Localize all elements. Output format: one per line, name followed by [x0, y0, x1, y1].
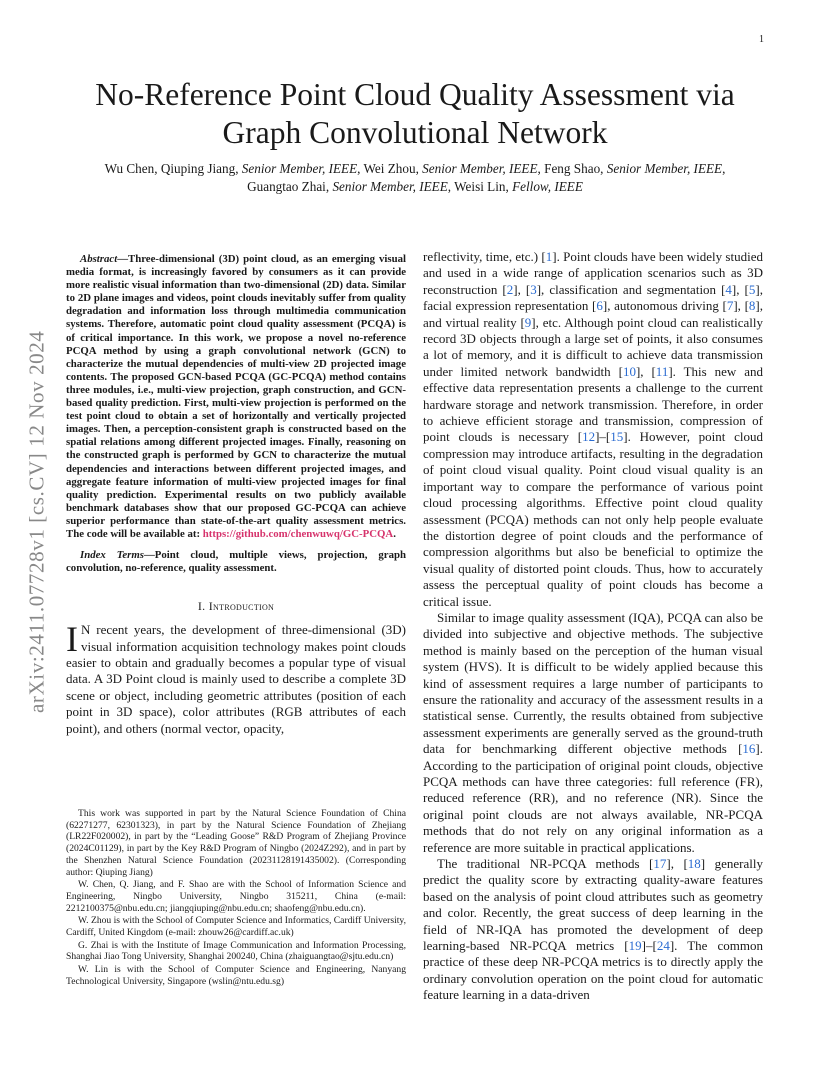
- author-role: Senior Member, IEEE: [241, 161, 358, 176]
- page-number: 1: [759, 34, 764, 45]
- citation[interactable]: [12]: [577, 429, 600, 445]
- citation[interactable]: [7]: [722, 298, 738, 314]
- citation[interactable]: [19]: [624, 938, 646, 954]
- section-heading: I. Introduction: [197, 599, 275, 614]
- author-role: Senior Member, IEEE: [332, 179, 448, 194]
- citation[interactable]: [10]: [618, 363, 641, 379]
- author: Wei Zhou, Senior Member, IEEE: [363, 161, 538, 176]
- author: Guangtao Zhai, Senior Member, IEEE: [247, 179, 448, 194]
- citation[interactable]: [9]: [520, 314, 536, 330]
- code-link[interactable]: https://github.com/chenwuwq/GC-PCQA: [202, 527, 394, 540]
- footnote: This work was supported in part by the Natural Science Foundation of China (62271277, 62301323), in part by the Natural Science Foundation of Zhejiang (LR22F020002), in part by the “Leading Goose” R&D Program of Zhejiang Province (2024C01129), in part by the Key R&D Program of Ningbo (2024Z292), and in part by the Shenzhen Natural Science Foundation (20231128191435002). (Corresponding author: Qiuping Jiang): [66, 808, 406, 878]
- citation[interactable]: [24]: [652, 938, 675, 954]
- author: Weisi Lin, Fellow, IEEE: [454, 179, 583, 194]
- author: Wu Chen: [104, 161, 155, 176]
- abstract: [66, 253, 406, 541]
- author: Qiuping Jiang, Senior Member, IEEE: [160, 161, 358, 176]
- footnotes: [66, 808, 406, 989]
- citation[interactable]: [5]: [744, 281, 760, 297]
- citation[interactable]: [3]: [525, 281, 542, 297]
- index-terms-text: —Point cloud, multiple views, projection, graph convolution, no-reference, quality assessment.: [66, 549, 406, 575]
- abstract-text: —Three-dimensional (3D) point cloud, as an emerging visual media format, is increasingly favored by consumers as it can provide more realistic visual information than two-dimensional (2D) data. Similar to 2D plane images and videos, point clouds inevitably suffer from quality degradation and information loss through multimedia communication systems. Therefore, automatic point cloud quality assessment (PCQA) is of critical importance. In this work, we propose a novel no-reference PCQA method by using a graph convolutional network (GCN) to characterize the mutual dependencies of multi-view 2D projected image contents. The proposed GCN-based PCQA (GC-PCQA) method contains three modules, i.e., multi-view projection, graph construction, and GCN-based quality prediction. First, multi-view projection is performed on the test point cloud to obtain a set of horizontally and vertically projected images. Then, a perception-consistent graph is constructed based on the spatial relations among different projected images. Finally, reasoning on the constructed graph is performed by GCN to characterize the mutual dependencies and interactions between different projected images, and aggregate feature information of multi-view projected images for final quality prediction. Experimental results on two publicly available benchmark databases show that our proposed GC-PCQA can achieve superior performance than state-of-the-art quality assessment metrics. The code will be available at:: [66, 253, 406, 540]
- author-list: Wu Chen, Qiuping Jiang, Senior Member, IEEE, Wei Zhou, Senior Member, IEEE, Feng Shao, Senior Member, IEEE, Guangtao Zhai, Senior Member, IEEE, Weisi Lin, Fellow, IEEE: [104, 161, 726, 194]
- index-terms: [66, 549, 406, 575]
- footnote: W. Chen, Q. Jiang, and F. Shao are with the School of Information Science and Engineering, Ningbo University, Ningbo 315211, China (e-mail: 2212100375@nbu.edu.cn; jiangqiuping@nbu.edu.cn; shaofeng@nbu.edu.cn).: [66, 879, 406, 914]
- author: Feng Shao, Senior Member, IEEE: [544, 161, 723, 176]
- citation[interactable]: [1]: [541, 249, 557, 264]
- intro-text: N recent years, the development of three-dimensional (3D) visual information acquisition technology makes point clouds easier to obtain and gradually becomes a popular type of visual data. A 3D Point cloud is mainly used to describe a complete 3D scene or object, including geometric attributes (position of each point in 3D space), color attributes (RGB attributes of each point), and others (normal vector, opacity,: [66, 622, 406, 736]
- footnote: W. Lin is with the School of Computer Science and Engineering, Nanyang Technological University, Singapore (wslin@ntu.edu.sg): [66, 964, 406, 987]
- citation[interactable]: [18]: [683, 856, 706, 872]
- author-role: Senior Member, IEEE: [422, 161, 538, 176]
- citation[interactable]: [8]: [744, 298, 760, 314]
- body-paragraph: reflectivity, time, etc.) [1]. Point clouds have been widely studied and used in a wide range of application scenarios such as 3D reconstruction [2], [3], classification and segmentation [4], [5], facial expression representation [6], autonomous driving [7], [8], and virtual reality [9], etc. Although point cloud can realistically record 3D objects through a large set of points, it also consumes a lot of memory, and it is difficult to achieve data transmission under limited network bandwidth [10], [11]. This new and effective data representation presents a challenge to the current hardware storage and network transmission. Therefore, in order to achieve efficient storage and transmission, compression of point clouds is necessary [12]–[15]. However, point cloud compression may introduce artifacts, resulting in the degradation of point cloud visual quality. Point cloud visual quality is an important way to compare the performance of various point cloud processing algorithms. Effective point cloud quality assessment (PCQA) methods can not only help people evaluate the distortion degree of point clouds and the performance of compression algorithms but also be beneficial to optimize the visual quality of distorted point clouds. Thus, how to accurately assess the perceptual quality of point clouds has become a critical issue.: [423, 249, 763, 609]
- arxiv-identifier: arXiv:2411.07728v1 [cs.CV] 12 Nov 2024: [24, 330, 49, 714]
- abstract-label: Abstract: [80, 253, 118, 265]
- citation[interactable]: [16]: [738, 741, 760, 757]
- abstract-end: .: [393, 527, 396, 540]
- paper-title: No-Reference Point Cloud Quality Assessment via Graph Convolutional Network: [95, 77, 735, 150]
- citation[interactable]: [15]: [605, 429, 628, 445]
- author-role: Fellow, IEEE: [512, 179, 583, 194]
- citation[interactable]: [6]: [592, 298, 608, 314]
- author-role: Senior Member, IEEE: [606, 161, 723, 176]
- citation[interactable]: [17]: [649, 856, 671, 872]
- index-terms-label: Index Terms: [80, 549, 144, 562]
- body-paragraph: The traditional NR-PCQA methods [17], [18] generally predict the quality score by extracting quality-aware features based on the analysis of point cloud attributes such as geometry and color. Recently, the great success of deep learning in the field of NR-IQA has promoted the development of deep learning-based NR-PCQA metrics [19]–[24]. The common practice of these deep NR-PCQA metrics is to directly apply the ordinary convolution operation on the point cloud for automatic feature learning in a data-driven: [423, 856, 763, 1003]
- body-paragraph: Similar to image quality assessment (IQA), PCQA can also be divided into subjective and objective methods. The subjective method is mainly based on the perception of the human visual system (HVS). It is difficult to be widely applied because this kind of assessment requires a large number of participants to ensure the rationality and accuracy of the assessment results in a statistical sense. Currently, the results obtained from subjective assessment experiments are generally served as the ground-truth data for benchmarking different objective methods [16]. According to the participation of original point clouds, objective PCQA methods can have three categories: full reference (FR), reduced reference (RR), and no reference (NR). Since the original point clouds are not always available, NR-PCQA methods that do not rely on any original information as a reference are more suitable in practical applications.: [423, 609, 763, 855]
- citation[interactable]: [4]: [721, 281, 737, 297]
- left-column: [66, 253, 406, 737]
- footnote: G. Zhai is with the Institute of Image Communication and Information Processing, Shanghai Jiao Tong University, Shanghai 200240, China (zhaiguangtao@sjtu.edu.cn): [66, 939, 406, 963]
- drop-cap: I: [66, 619, 78, 660]
- citation[interactable]: [11]: [651, 363, 673, 379]
- intro-paragraph: [66, 619, 406, 737]
- citation[interactable]: [2]: [502, 281, 518, 297]
- right-column-text: [423, 249, 763, 1004]
- footnote: W. Zhou is with the School of Computer Science and Informatics, Cardiff University, Cardiff, United Kingdom (e-mail: zhouw26@cardiff.ac.uk): [66, 915, 406, 939]
- right-column: [423, 249, 763, 1004]
